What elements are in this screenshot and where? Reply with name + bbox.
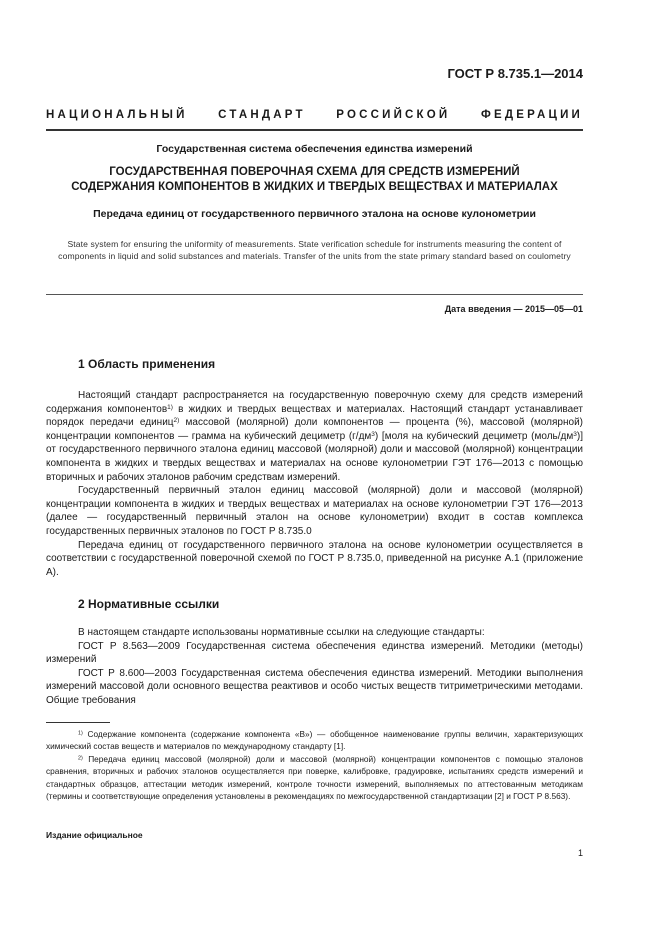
banner-word: РОССИЙСКОЙ [336,109,451,121]
edition-label: Издание официальное [46,830,143,840]
section-1-heading: 1 Область применения [78,357,216,371]
paragraph: Передача единиц от государственного первичного эталона на основе кулонометрии осуществляется в соответствии с государственной поверочной схемой по ГОСТ Р 8.735.0, приведенной на рисунке А.1 (приложение А). [46,539,583,578]
document-code: ГОСТ Р 8.735.1—2014 [447,66,583,81]
footnote-ref-2: 2) [173,417,180,425]
footnote-mark: 1) [78,730,83,737]
english-title: State system for ensuring the uniformity of measurements. State verification schedule for instruments measuring the content of components in liquid and solid substances and materials. Transfer of the units from the state primary standard based on coulometry [58,239,571,262]
banner-word: ФЕДЕРАЦИИ [480,109,583,121]
section-1-body [46,389,583,579]
main-title-line: СОДЕРЖАНИЯ КОМПОНЕНТОВ В ЖИДКИХ И ТВЕРДЫХ ВЕЩЕСТВАХ И МАТЕРИАЛАХ [71,180,558,193]
footnote-2: $^{2)}$ Передача единиц массовой (молярной) доли и массовой (молярной) концентрации компонентов с помощью эталонов сравнения, вторичных и рабочих эталонов осуществляется при поверке, калибровке, градуировке, испытаниях средств измерений и стандартных образцов, аттестации методик измерений, контроле точности измерений, выполняемых по аттестованным методикам (термины и соответствующие определения установлены в рекомендациях по межгосударственной стандартизации [2] и ГОСТ Р 8.563). [46,754,583,802]
reference-item: ГОСТ Р 8.600—2003 Государственная система обеспечения единства измерений. Методики выполнения измерений массовой доли основного вещества реактивов и особо чистых веществ титриметрическими методами. Общие требования [46,667,583,706]
banner-word: СТАНДАРТ [218,109,306,121]
superscript: 3 [371,430,375,438]
superscript: 3 [573,430,577,438]
footnote-mark: 2) [78,755,83,762]
section-2-heading: 2 Нормативные ссылки [78,597,220,611]
introduction-date: Дата введения — 2015—05—01 [444,304,583,314]
header-divider [46,129,583,131]
system-title: Государственная система обеспечения единства измерений [156,143,473,155]
main-title-line: ГОСУДАРСТВЕННАЯ ПОВЕРОЧНАЯ СХЕМА ДЛЯ СРЕДСТВ ИЗМЕРЕНИЙ [109,166,520,178]
paragraph: Государственный первичный эталон единиц массовой (молярной) доли и массовой (молярной) концентрации компонента в жидких и твердых веществах и материалах на основе кулонометрии ГЭТ 176—2013 (далее — государственный первичный эталон на основе кулонометрии) входит в состав комплекса государственных первичных эталонов по ГОСТ Р 8.735.0 [46,485,583,537]
main-title [46,165,583,195]
paragraph: Настоящий стандарт распространяется на государственную поверочную схему для средств измерений содержания компонентов$^{1)}$ в жидких и твердых веществах и материалах. Настоящий стандарт устанавливает порядок передачи единиц$^{2)}$ массовой (молярной) доли компонентов — процента (%), массовой (молярной) концентрации компонентов — грамма на кубический дециметр $(г/дм^3)$ [моля на кубический дециметр $(моль/дм^3)$] от государственного первичного эталона единиц массовой (молярной) доли и массовой (молярной) концентрации компонента в жидких и твердых веществах и материалах на основе кулонометрии ГЭТ 176—2013 с помощью вторичных и рабочих эталонов рабочим средствам измерений. [46,390,583,483]
paragraph: В настоящем стандарте использованы нормативные ссылки на следующие стандарты: [78,627,485,638]
subtitle: Передача единиц от государственного первичного эталона на основе кулонометрии [93,208,536,220]
footnote-1: $^{1)}$ Содержание компонента (содержание компонента «B») — обобщенное наименование группы величин, характеризующих химический состав веществ и материалов по международному стандарту [1]. [46,729,583,752]
section-2-body [46,626,583,708]
reference-item: ГОСТ Р 8.563—2009 Государственная система обеспечения единства измерений. Методики (методы) измерений [46,640,583,666]
title-divider [46,294,583,295]
page-number: 1 [577,848,583,858]
national-standard-banner [46,109,583,121]
footnote-divider [46,722,110,723]
banner-word: НАЦИОНАЛЬНЫЙ [46,109,188,121]
footnote-ref-1: 1) [167,403,173,411]
